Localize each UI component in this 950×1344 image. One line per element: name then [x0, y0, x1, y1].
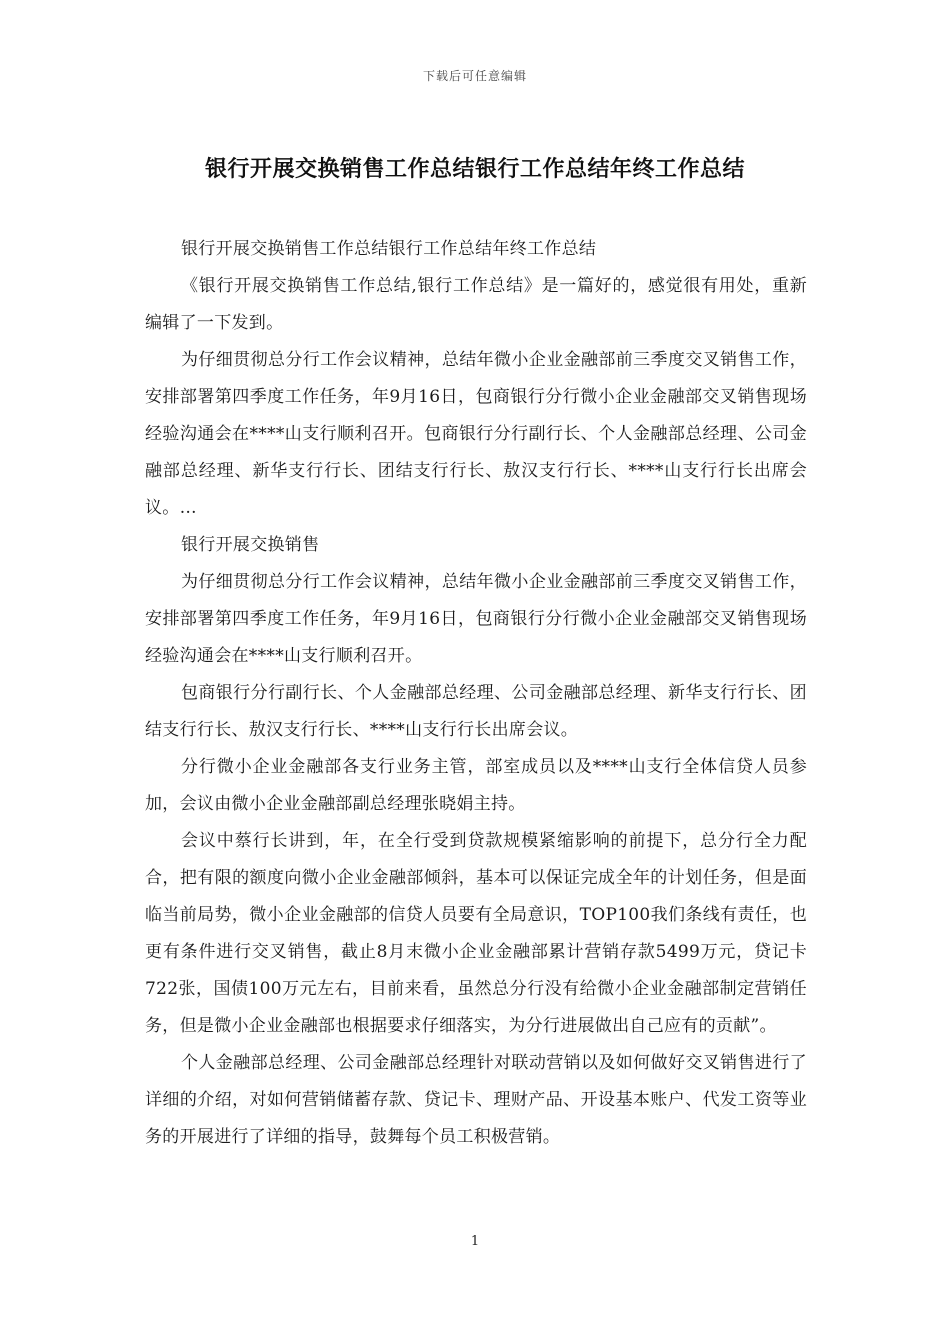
paragraph: 包商银行分行副行长、个人金融部总经理、公司金融部总经理、新华支行行长、团结支行行长、敖汉支行行长、****山支行行长出席会议。	[145, 683, 807, 740]
paragraph: 分行微小企业金融部各支行业务主管，部室成员以及****山支行全体信贷人员参加，会议由微小企业金融部副总经理张晓娟主持。	[145, 757, 807, 814]
paragraph: 银行开展交换销售工作总结银行工作总结年终工作总结	[181, 239, 597, 259]
document-body	[145, 231, 807, 1156]
page-number: 1	[470, 1234, 480, 1249]
paragraph: 个人金融部总经理、公司金融部总经理针对联动营销以及如何做好交叉销售进行了详细的介绍，对如何营销储蓄存款、贷记卡、理财产品、开设基本账户、代发工资等业务的开展进行了详细的指导，鼓舞每个员工积极营销。	[145, 1053, 807, 1147]
paragraph: 为仔细贯彻总分行工作会议精神，总结年微小企业金融部前三季度交叉销售工作，安排部署第四季度工作任务，年9月16日，包商银行分行微小企业金融部交叉销售现场经验沟通会在****山支行顺利召开。包商银行分行副行长、个人金融部总经理、公司金融部总经理、新华支行行长、团结支行行长、敖汉支行行长、****山支行行长出席会议。…	[145, 350, 807, 518]
paragraph: 《银行开展交换销售工作总结,银行工作总结》是一篇好的，感觉很有用处，重新编辑了一下发到。	[145, 276, 807, 333]
paragraph: 银行开展交换销售	[181, 535, 320, 555]
paragraph: 为仔细贯彻总分行工作会议精神，总结年微小企业金融部前三季度交叉销售工作，安排部署第四季度工作任务，年9月16日，包商银行分行微小企业金融部交叉销售现场经验沟通会在****山支行顺利召开。	[145, 572, 807, 666]
document-title: 银行开展交换销售工作总结银行工作总结年终工作总结	[204, 157, 745, 182]
paragraph: 会议中蔡行长讲到，年，在全行受到贷款规模紧缩影响的前提下，总分行全力配合，把有限的额度向微小企业金融部倾斜，基本可以保证完成全年的计划任务，但是面临当前局势，微小企业金融部的信贷人员要有全局意识，TOP100我们条线有责任，也更有条件进行交叉销售，截止8月末微小企业金融部累计营销存款5499万元，贷记卡722张，国债100万元左右，目前来看，虽然总分行没有给微小企业金融部制定营销任务，但是微小企业金融部也根据要求仔细落实，为分行进展做出自己应有的贡献”。	[145, 831, 807, 1036]
page-header-note: 下载后可任意编辑	[422, 69, 527, 83]
